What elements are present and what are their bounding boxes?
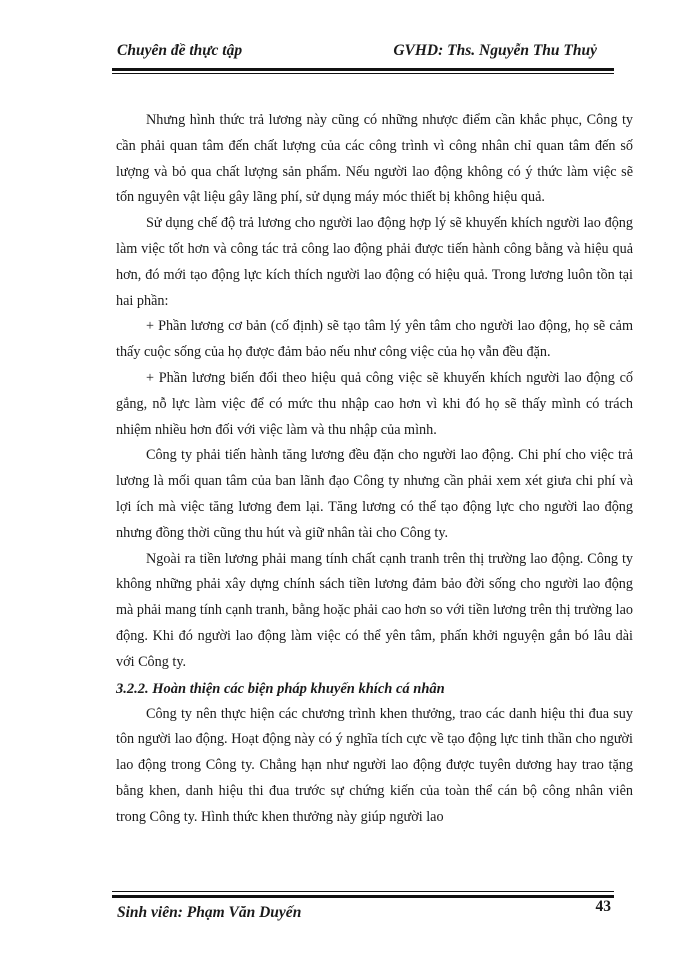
page-header: [117, 42, 607, 66]
header-rule-thick: [112, 68, 614, 71]
footer-rule-thin: [112, 891, 614, 892]
header-rule-thin: [112, 73, 614, 74]
page-footer: [117, 898, 611, 922]
paragraph-variable-salary: + Phần lương biến đổi theo hiệu quả công việc sẽ khuyến khích người lao động cố gắng, nỗ lực làm việc để có mức thu nhập cao hơn vì khi đó họ sẽ thấy mình có trách nhiệm nhiều hơn đối với việc làm và thu nhập của mình.: [116, 369, 633, 438]
section-heading: 3.2.2. Hoàn thiện các biện pháp khuyến khích cá nhân: [116, 680, 445, 697]
paragraph-2: Sử dụng chế độ trả lương cho người lao động hợp lý sẽ khuyến khích người lao động làm việc tốt hơn và công tác trả công lao động phải được tiến hành công bằng và hiệu quả hơn, đó mới tạo động lực kích thích người lao động có hiệu quả. Trong lương luôn tồn tại hai phần:: [116, 215, 633, 309]
footer-rule-thick: [112, 895, 614, 898]
paragraph-1: Nhưng hình thức trả lương này cũng có những nhược điểm cần khắc phục, Công ty cần phải quan tâm đến chất lượng của các công trình vì công nhân chỉ quan tâm đến số lượng và bỏ qua chất lượng sản phẩm. Nếu người lao động không có ý thức làm việc sẽ tốn nguyên vật liệu gây lãng phí, sử dụng máy móc thiết bị không hiệu quả.: [116, 112, 633, 206]
header-report-title: Chuyên đề thực tập: [117, 42, 243, 59]
paragraph-fixed-salary: + Phần lương cơ bản (cố định) sẽ tạo tâm lý yên tâm cho người lao động, họ sẽ cảm thấy cuộc sống của họ được đảm bảo nếu như công việc của họ vẫn đều đặn.: [116, 318, 633, 361]
paragraph-rewards: Công ty nên thực hiện các chương trình khen thưởng, trao các danh hiệu thi đua suy tôn người lao động. Hoạt động này có ý nghĩa tích cực về tạo động lực tinh thần cho người lao động trong Công ty. Chẳng hạn như người lao động được tuyên dương hay trao tặng bằng khen, danh hiệu thi đua trước sự chứng kiến của toàn thể cán bộ công nhân viên trong Công ty. Hình thức khen thưởng này giúp người lao: [116, 705, 633, 825]
header-supervisor: GVHD: Ths. Nguyễn Thu Thuỷ: [393, 42, 597, 59]
paragraph-competitive-salary: Ngoài ra tiền lương phải mang tính chất cạnh tranh trên thị trường lao động. Công ty không những phải xây dựng chính sách tiền lương đảm bảo đời sống cho người lao động mà phải mang tính cạnh tranh, bằng hoặc phải cao hơn so với tiền lương trên thị trường lao động. Khi đó người lao động làm việc có thể yên tâm, phấn khởi nguyện gắn bó lâu dài với Công ty.: [116, 550, 633, 670]
page-body: [116, 108, 633, 831]
page-number: 43: [595, 898, 611, 915]
paragraph-salary-increase: Công ty phải tiến hành tăng lương đều đặn cho người lao động. Chi phí cho việc trả lương là mối quan tâm của ban lãnh đạo Công ty nhưng cần phải xem xét giưa chi phí và lợi ích mà việc tăng lương đem lại. Tăng lương có thể tạo động lực cho người lao động nhưng đồng thời cũng thu hút và giữ nhân tài cho Công ty.: [116, 447, 633, 541]
footer-student-name: Sinh viên: Phạm Văn Duyến: [117, 904, 302, 921]
